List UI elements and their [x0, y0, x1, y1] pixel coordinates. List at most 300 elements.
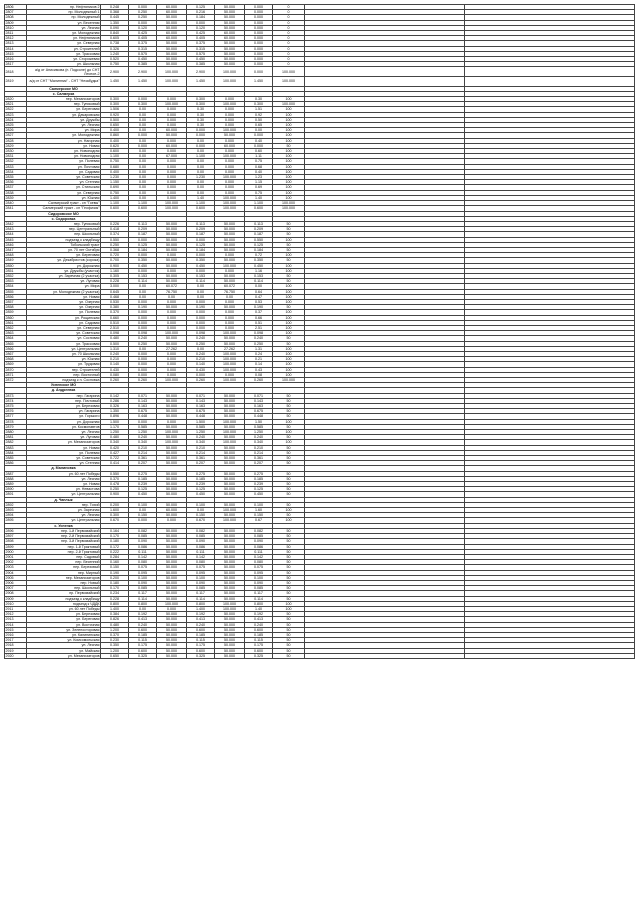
table-cell: ул. Березовая: [27, 612, 101, 617]
table-cell: 100: [273, 117, 305, 122]
table-cell: 2842: [5, 221, 27, 226]
table-cell: 50.000: [215, 247, 245, 252]
table-cell: 0.192: [129, 612, 157, 617]
table-cell: 50.000: [215, 586, 245, 591]
table-cell: 0.000: [215, 299, 245, 304]
table-cell: ул. Садовая: [27, 320, 101, 325]
table-cell: 0.896: [101, 414, 129, 419]
table-cell: 100.000: [215, 195, 245, 200]
table-cell: 100: [273, 253, 305, 258]
table-cell: 2853: [5, 279, 27, 284]
table-cell: 50.000: [157, 409, 187, 414]
table-cell: ул. Декабристов (сорока): [27, 258, 101, 263]
table-cell: 0.738: [101, 41, 129, 46]
table-cell: 50.000: [215, 502, 245, 507]
table-cell: 2808: [5, 15, 27, 20]
table-cell: ул. Сторожевая: [27, 57, 101, 62]
table-cell: 100: [273, 185, 305, 190]
table-cell: 50.000: [157, 15, 187, 20]
table-cell: 50.000: [157, 336, 187, 341]
table-cell: ул. Невастова: [27, 487, 101, 492]
table-cell: 0.300: [187, 97, 215, 102]
table-cell: ул. Луговая: [27, 279, 101, 284]
table-cell: 50.000: [157, 279, 187, 284]
table-cell: 50.000: [157, 534, 187, 539]
table-cell: пер. Механизаторов: [27, 575, 101, 580]
table-cell: 100.000: [215, 430, 245, 435]
table-cell: 0.375: [129, 41, 157, 46]
table-cell: 100.000: [215, 362, 245, 367]
table-cell: 2910: [5, 601, 27, 606]
table-cell: 50: [273, 414, 305, 419]
table-cell: 0.000: [215, 159, 245, 164]
table-cell: 50.000: [215, 341, 245, 346]
table-cell: 50.000: [215, 424, 245, 429]
table-cell: 0.000: [245, 36, 273, 41]
table-cell: пер. 1-й Трактовый: [27, 544, 101, 549]
table-cell: 1.600: [101, 508, 129, 513]
table-cell: 2916: [5, 632, 27, 637]
table-cell: 0.000: [157, 169, 187, 174]
table-cell: 0.00: [245, 284, 273, 289]
table-cell: 50: [273, 227, 305, 232]
table-cell: 0.600: [129, 627, 157, 632]
table-cell: 50.000: [157, 398, 187, 403]
table-cell: 0.700: [101, 258, 129, 263]
table-cell: 50.000: [215, 482, 245, 487]
table-cell: ул. 60 лет Победы: [27, 606, 101, 611]
table-cell: ул. Озерная: [27, 305, 101, 310]
table-cell: 2913: [5, 617, 27, 622]
table-cell: 0.000: [187, 143, 215, 148]
table-cell: 0.340: [101, 440, 129, 445]
table-cell: ул. Полевая: [27, 159, 101, 164]
table-cell: 2886: [5, 461, 27, 466]
table-cell: 0.00: [187, 169, 215, 174]
table-cell: 1.31: [245, 346, 273, 351]
table-cell: 0.114: [129, 279, 157, 284]
table-cell: 0.209: [129, 227, 157, 232]
table-cell: 0.190: [187, 305, 215, 310]
table-cell: 100: [273, 606, 305, 611]
table-cell: 2868: [5, 357, 27, 362]
table-cell: 0.071: [129, 393, 157, 398]
table-cell: 0.000: [245, 41, 273, 46]
table-cell: 50.000: [215, 570, 245, 575]
table-cell: 0.175: [245, 643, 273, 648]
table-cell: 50.000: [215, 404, 245, 409]
table-cell: 0.000: [157, 175, 187, 180]
table-cell: 27.262: [215, 346, 245, 351]
table-cell: 2827: [5, 133, 27, 138]
table-cell: 100.000: [215, 102, 245, 107]
table-cell: 2891: [5, 492, 27, 497]
table-cell: 100: [273, 331, 305, 336]
table-cell: 1.200: [101, 627, 129, 632]
table-cell: 50.000: [215, 471, 245, 476]
table-cell: 2919: [5, 648, 27, 653]
table-cell: 0.860: [101, 133, 129, 138]
table-cell: 0.000: [157, 97, 187, 102]
table-cell: 50.000: [157, 41, 187, 46]
table-cell: 100.000: [215, 357, 245, 362]
table-cell: 0: [273, 46, 305, 51]
table-cell: 50: [273, 258, 305, 263]
table-cell: 0.361: [129, 456, 157, 461]
table-cell: ул. Дачаровская: [27, 112, 101, 117]
table-cell: 0.000: [215, 180, 245, 185]
table-cell: 0.325: [245, 653, 273, 658]
table-cell: 0.680: [101, 164, 129, 169]
table-cell: 0.000: [157, 325, 187, 330]
table-cell: 0.900: [101, 263, 129, 268]
table-cell: 50.000: [215, 10, 245, 15]
table-cell: 0.00: [129, 195, 157, 200]
table-cell: 0.00: [129, 294, 157, 299]
table-cell: 50: [273, 570, 305, 575]
table-cell: пр. Нефтяников 2: [27, 5, 101, 10]
table-cell: 100: [273, 107, 305, 112]
table-cell: 50.000: [215, 258, 245, 263]
table-cell: 0.60: [245, 149, 273, 154]
table-cell: 0.675: [187, 409, 215, 414]
table-cell: подъезд к кладбищу: [27, 596, 101, 601]
table-cell: 50: [273, 273, 305, 278]
table-cell: 50.000: [215, 279, 245, 284]
table-cell: 0.185: [187, 632, 215, 637]
table-cell: 0.690: [101, 185, 129, 190]
table-cell: пер. Березовый: [27, 565, 101, 570]
table-cell: 2864: [5, 336, 27, 341]
table-cell: 1.500: [101, 419, 129, 424]
table-cell: д. Андреевка: [27, 388, 101, 393]
table-cell: 50.000: [157, 341, 187, 346]
table-cell: 0.000: [245, 143, 273, 148]
table-cell: 1.450: [129, 77, 157, 87]
table-cell: 2905: [5, 575, 27, 580]
table-cell: 0.000: [129, 253, 157, 258]
table-cell: 2900: [5, 549, 27, 554]
table-cell: 0: [273, 62, 305, 67]
table-cell: 2845: [5, 237, 27, 242]
table-cell: 0.530: [101, 299, 129, 304]
table-cell: а/д от Анисимова (п. Подсоле) до СНТ Лесное-2: [27, 67, 101, 77]
table-cell: 2836: [5, 180, 27, 185]
table-row: [5, 653, 635, 658]
table-cell: 0.450: [129, 57, 157, 62]
table-cell: 0.163: [245, 404, 273, 409]
table-cell: 100: [273, 284, 305, 289]
table-cell: 50: [273, 617, 305, 622]
table-cell: ул. Береговая: [27, 253, 101, 258]
table-cell: 0.240: [187, 336, 215, 341]
table-cell: 0.000: [187, 237, 215, 242]
table-cell: ул. Лесная: [27, 430, 101, 435]
table-cell: 0.090: [187, 580, 215, 585]
table-cell: 0.113: [129, 221, 157, 226]
table-cell: 50.000: [157, 305, 187, 310]
table-cell: 2825: [5, 123, 27, 128]
table-cell: 0: [273, 25, 305, 30]
table-cell: 50: [273, 539, 305, 544]
table-cell: 0.374: [101, 232, 129, 237]
table-cell: 50.000: [157, 227, 187, 232]
table-cell: 100.000: [215, 263, 245, 268]
table-cell: 0.142: [101, 393, 129, 398]
table-cell: ул. Степная: [27, 461, 101, 466]
table-cell: ул. Садовая: [27, 169, 101, 174]
table-cell: 0.370: [101, 632, 129, 637]
table-cell: 0.75: [245, 159, 273, 164]
table-cell: 0.071: [245, 393, 273, 398]
table-cell: пер. Механизаторов: [27, 97, 101, 102]
table-cell: 0.72: [245, 253, 273, 258]
table-cell: 0.92: [245, 112, 273, 117]
table-cell: 2817: [5, 62, 27, 67]
table-cell: 0.400: [101, 128, 129, 133]
table-cell: 2882: [5, 440, 27, 445]
table-cell: 100: [273, 263, 305, 268]
table-cell: 50.000: [215, 450, 245, 455]
table-cell: 50.000: [157, 554, 187, 559]
table-cell: 0.125: [245, 487, 273, 492]
table-cell: 100.000: [215, 206, 245, 211]
table-cell: ул. Дружбы: [27, 117, 101, 122]
table-cell: 100: [273, 325, 305, 330]
table-cell: 0.000: [129, 372, 157, 377]
table-cell: 0.000: [215, 315, 245, 320]
table-cell: 0.192: [187, 612, 215, 617]
table-cell: 0.361: [187, 456, 215, 461]
table-cell: 100.000: [215, 351, 245, 356]
table-cell: 50.000: [157, 62, 187, 67]
table-cell: 50.000: [157, 643, 187, 648]
table-cell: 100.000: [273, 378, 305, 383]
table-cell: 0.300: [101, 97, 129, 102]
table-cell: 1.11: [245, 154, 273, 159]
table-cell: 0.30: [245, 97, 273, 102]
table-cell: 50: [273, 632, 305, 637]
table-cell: 0.650: [101, 653, 129, 658]
table-cell: 0.240: [187, 622, 215, 627]
table-cell: 0.450: [187, 57, 215, 62]
table-cell: 0.098: [129, 331, 157, 336]
table-cell: 0.300: [101, 513, 129, 518]
table-cell: 0.250: [101, 487, 129, 492]
table-cell: 0.150: [101, 565, 129, 570]
table-cell: ул. Восточная: [27, 622, 101, 627]
table-cell: 0.600: [245, 206, 273, 211]
table-cell: 0.000: [129, 362, 157, 367]
table-cell: Тобольский тракт: [27, 242, 101, 247]
table-cell: ул. Трассовая: [27, 341, 101, 346]
table-cell: а/д от СНТ "Малинник" - СНТ "Незабудка": [27, 77, 101, 87]
table-cell: 50.000: [157, 456, 187, 461]
table-cell: 100: [273, 112, 305, 117]
table-cell: 0.000: [129, 310, 157, 315]
table-cell: 2893: [5, 508, 27, 513]
table-cell: 0.000: [157, 299, 187, 304]
table-cell: 0.000: [157, 253, 187, 258]
table-cell: 0.210: [187, 445, 215, 450]
table-cell: 2904: [5, 570, 27, 575]
table-cell: 0.207: [245, 461, 273, 466]
table-cell: 50.000: [157, 591, 187, 596]
table-cell: 100.000: [215, 518, 245, 523]
table-cell: 0.000: [157, 195, 187, 200]
table-cell: 50: [273, 398, 305, 403]
table-cell: 0.47: [245, 294, 273, 299]
table-cell: 0.00: [187, 185, 215, 190]
table-cell: ул. Мира: [27, 284, 101, 289]
table-cell: 2852: [5, 273, 27, 278]
table-cell: 50: [273, 471, 305, 476]
table-cell: [305, 67, 465, 77]
table-cell: 0.00: [129, 128, 157, 133]
table-cell: 0: [273, 5, 305, 10]
table-cell: 50.000: [215, 513, 245, 518]
table-cell: пер. Весенний: [27, 560, 101, 565]
table-cell: 0.210: [101, 357, 129, 362]
table-cell: ул. Заречная (2 участка): [27, 273, 101, 278]
table-cell: 0.00: [187, 289, 215, 294]
table-cell: 0.075: [129, 565, 157, 570]
table-cell: 50.000: [157, 528, 187, 533]
table-cell: 0.187: [245, 232, 273, 237]
table-cell: 0.000: [245, 5, 273, 10]
table-cell: 50.000: [215, 232, 245, 237]
table-cell: 100: [273, 195, 305, 200]
table-cell: 2.510: [101, 325, 129, 330]
table-cell: 0.414: [101, 461, 129, 466]
table-cell: 50.000: [215, 627, 245, 632]
table-cell: 0.098: [101, 331, 129, 336]
table-cell: 100: [273, 430, 305, 435]
table-cell: 100.000: [157, 440, 187, 445]
table-cell: 0.600: [245, 627, 273, 632]
table-cell: 1.40: [187, 195, 215, 200]
table-cell: 50.000: [157, 51, 187, 56]
table-cell: Сидоровское МО: [27, 211, 101, 216]
table-cell: 2892: [5, 502, 27, 507]
table-cell: 50: [273, 549, 305, 554]
table-cell: 0.400: [101, 169, 129, 174]
table-cell: 0.350: [101, 643, 129, 648]
table-cell: 50.000: [157, 258, 187, 263]
table-cell: 0.00: [129, 175, 157, 180]
table-cell: 0.425: [187, 31, 215, 36]
table-cell: пер. Центральный: [27, 227, 101, 232]
table-cell: 2.51: [245, 325, 273, 330]
table-cell: 0.368: [101, 10, 129, 15]
table-cell: 50: [273, 580, 305, 585]
table-cell: ул. Космонавтов: [27, 424, 101, 429]
table-cell: 0.00: [129, 112, 157, 117]
table-cell: 0.230: [101, 638, 129, 643]
table-cell: 0: [273, 36, 305, 41]
table-cell: 0.275: [129, 471, 157, 476]
table-cell: 0.00: [129, 117, 157, 122]
table-cell: 0.216: [187, 10, 215, 15]
table-cell: 0.43: [245, 367, 273, 372]
table-cell: 0.226: [101, 221, 129, 226]
table-cell: 0.239: [129, 482, 157, 487]
table-cell: 60.000: [157, 10, 187, 15]
table-cell: 0.000: [245, 20, 273, 25]
table-cell: 2883: [5, 445, 27, 450]
table-cell: ул. Зеленосторовая: [27, 627, 101, 632]
table-cell: 0.098: [187, 331, 215, 336]
table-cell: ул. Луговая: [27, 435, 101, 440]
table-cell: 0.65: [245, 123, 273, 128]
table-cell: 2895: [5, 518, 27, 523]
table-cell: 0.08: [245, 372, 273, 377]
table-cell: 50.000: [215, 617, 245, 622]
table-cell: 2879: [5, 424, 27, 429]
table-cell: 0.00: [129, 185, 157, 190]
table-cell: 0.075: [245, 565, 273, 570]
table-cell: 0.000: [187, 299, 215, 304]
table-cell: 2873: [5, 393, 27, 398]
table-cell: 2.900: [187, 67, 215, 77]
table-cell: 100: [273, 601, 305, 606]
table-cell: 1.250: [129, 430, 157, 435]
table-cell: 0.170: [101, 534, 129, 539]
table-cell: 100: [273, 138, 305, 143]
table-cell: 0.000: [245, 51, 273, 56]
table-cell: 0.000: [245, 67, 273, 77]
table-cell: 1.450: [187, 77, 215, 87]
table-cell: 0.478: [101, 482, 129, 487]
table-cell: 50.000: [157, 133, 187, 138]
table-cell: 50: [273, 643, 305, 648]
table-cell: 2841: [5, 206, 27, 211]
table-cell: 0.670: [187, 518, 215, 523]
table-cell: 0.800: [245, 601, 273, 606]
table-cell: 0.142: [245, 554, 273, 559]
table-cell: 0.000: [157, 315, 187, 320]
table-cell: 50.000: [157, 487, 187, 492]
table-cell: 0.30: [187, 107, 215, 112]
table-cell: 0.450: [245, 263, 273, 268]
table-cell: 0.37: [245, 310, 273, 315]
table-cell: 0.00: [187, 180, 215, 185]
table-cell: 100.000: [215, 154, 245, 159]
table-cell: 50.000: [215, 492, 245, 497]
table-cell: 1.230: [187, 175, 215, 180]
table-cell: 0.210: [187, 357, 215, 362]
table-cell: 0.000: [129, 419, 157, 424]
table-cell: 2865: [5, 341, 27, 346]
table-cell: 0.000: [157, 606, 187, 611]
table-cell: 100.000: [215, 77, 245, 87]
table-cell: 50: [273, 450, 305, 455]
table-cell: 0.260: [245, 378, 273, 383]
table-cell: 50.000: [157, 263, 187, 268]
table-cell: 100: [273, 190, 305, 195]
table-cell: 50.000: [215, 591, 245, 596]
table-cell: 100.000: [215, 440, 245, 445]
table-cell: 2855: [5, 289, 27, 294]
table-cell: 2857: [5, 299, 27, 304]
table-cell: 0.222: [101, 549, 129, 554]
table-cell: пер. Строителей: [27, 367, 101, 372]
table-cell: 60.000: [157, 128, 187, 133]
table-cell: 0.240: [245, 435, 273, 440]
table-cell: 0.00: [129, 346, 157, 351]
table-cell: 2887: [5, 471, 27, 476]
table-cell: 0.600: [187, 627, 215, 632]
